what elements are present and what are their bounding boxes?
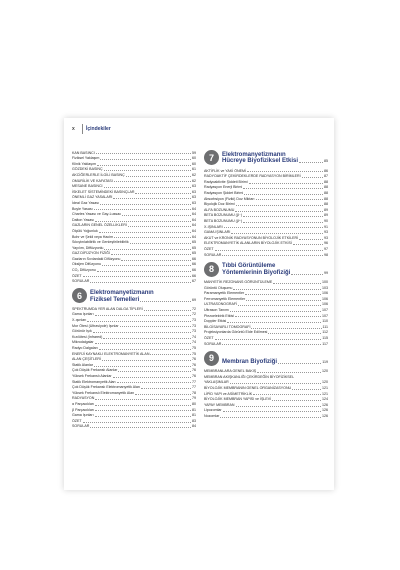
dot-leader — [215, 339, 322, 340]
toc-entry-title: AKUT ve KRONİK RADYASYONUN BİYOLOJİK ETKİLERİ — [204, 235, 299, 240]
toc-entry-page: 88 — [324, 185, 328, 190]
toc-entry-page: 73 — [192, 318, 196, 323]
toc-entry-page: 72 — [192, 312, 196, 317]
toc-entry-title: ÖZET — [204, 246, 214, 251]
dot-leader — [238, 305, 321, 306]
dot-leader — [126, 176, 191, 177]
toc-entry-page: 124 — [322, 397, 328, 402]
toc-entry-title: Paramanyetik Elementler — [204, 291, 245, 296]
toc-entry-page: 61 — [192, 167, 196, 172]
toc-entry-title: Radyoaktivite Şiddeti Birimi — [204, 179, 248, 184]
toc-entry-page: 63 — [192, 184, 196, 189]
toc-entry-page: 106 — [322, 291, 328, 296]
toc-entry-page: 112 — [322, 330, 328, 335]
dot-leader — [302, 177, 323, 178]
dot-leader — [223, 411, 321, 412]
dot-leader — [273, 283, 321, 284]
toc-entry-title: ÖZET — [72, 273, 82, 278]
toc-entry-page: 106 — [322, 296, 328, 301]
toc-entry-title: Yüksek Frekanslı Alanlar — [72, 373, 112, 378]
dot-leader — [94, 366, 191, 367]
chapter-heading-6 — [72, 288, 196, 303]
chapter-page: 69 — [192, 297, 196, 302]
toc-entry-page: 62 — [192, 172, 196, 177]
toc-entry-title: Kızılötesi (İnfrared) — [72, 334, 103, 339]
dot-leader — [249, 183, 323, 184]
toc-entry-title: Doppler Etkisi — [204, 319, 227, 324]
dot-leader — [102, 360, 191, 361]
header-divider — [82, 124, 83, 134]
dot-leader — [227, 322, 321, 323]
dot-leader — [90, 282, 191, 283]
dot-leader — [100, 204, 191, 205]
toc-entry-title: Lipozomlar — [204, 408, 222, 413]
toc-entry-title: RADYASYON — [72, 396, 95, 401]
dot-leader — [231, 233, 323, 234]
chapter-heading-7 — [204, 150, 328, 165]
dot-leader — [220, 417, 321, 418]
toc-entry-title: β Parçacıkları — [72, 407, 95, 412]
toc-entry-title: ENERJİ KAYNAKLI ELEKTROMANYETİK ALAN — [72, 351, 150, 356]
dot-leader — [104, 170, 191, 171]
toc-entry-page: 81 — [192, 413, 196, 418]
toc-entry-page: 64 — [192, 217, 196, 222]
toc-entry-page: 77 — [192, 385, 196, 390]
toc-entry-page: 72 — [192, 306, 196, 311]
dot-leader — [93, 332, 191, 333]
dot-leader — [247, 171, 323, 172]
toc-entry-title: Oksijen Difüzyonu — [72, 262, 101, 267]
dot-leader — [236, 406, 322, 407]
toc-entry-page: 121 — [322, 386, 328, 390]
toc-entry-page: 63 — [192, 195, 196, 200]
dot-leader — [243, 188, 323, 189]
dot-leader — [230, 383, 321, 384]
dot-leader — [83, 276, 191, 277]
toc-entry-title: MANYETİK REZONANS GÖRÜNTÜLEME — [204, 280, 273, 285]
toc-entry-page: 98 — [324, 252, 328, 257]
toc-entry-title: SPEKTRUMDA YER ALAN DALGA TİPLERİ — [72, 306, 143, 311]
toc-entry-page: 83 — [192, 418, 196, 423]
toc-entry-title: ULTRASONOGRAFİ — [204, 302, 238, 307]
toc-entry-title: Görünür Işık — [72, 329, 92, 334]
toc-entry — [72, 424, 196, 430]
dot-leader — [243, 216, 323, 217]
toc-entry-page: 110 — [322, 319, 328, 324]
toc-entry-page: 87 — [324, 174, 328, 179]
toc-entry-page: 120 — [322, 369, 328, 374]
toc-entry-page: 66 — [192, 256, 196, 261]
dot-leader — [135, 193, 191, 194]
chapter-title — [222, 359, 328, 366]
chapter-number-badge: 7 — [204, 150, 219, 165]
toc-entry-title: RADYOAKTİF ÇEKİRDEKLERDE RADYASYON BİRİMLERİ — [204, 174, 301, 179]
toc-entry-page: 121 — [322, 391, 328, 396]
toc-entry-title: Çok Düşük Frekanslı Elektromanyetik Alan — [72, 385, 140, 390]
toc-entry-title: X-IŞINLARI — [204, 224, 223, 229]
toc-entry-title: LİPİD YAPI ve ASİMETRİKLİK — [204, 391, 253, 396]
toc-entry-page: 88 — [324, 202, 328, 207]
dot-leader — [130, 243, 191, 244]
toc-entry-title: SORULAR — [204, 341, 222, 346]
toc-entry-title: ELEKTROMANYETİK ALANLARIN BİYOLOJİK ETKİSİ — [204, 241, 292, 246]
dot-leader — [256, 199, 323, 200]
toc-entry-page: 66 — [192, 262, 196, 267]
dot-leader — [90, 427, 191, 428]
dot-leader — [99, 232, 191, 233]
dot-leader — [104, 249, 191, 250]
dot-leader — [111, 254, 191, 255]
toc-entry-title: KAN BASINCI — [72, 150, 95, 155]
toc-entry-title: Ölçülü Yoğunluk — [72, 228, 98, 233]
toc-entry-page: 77 — [192, 379, 196, 384]
dot-leader — [103, 338, 191, 339]
toc-entry-title: MEMBRANLARA GENEL BAKIŞ — [204, 369, 257, 374]
chapter-title-line1: Membran Biyofiziği — [222, 359, 278, 366]
toc-entry-page: 89 — [324, 213, 328, 218]
toc-entry-title: ÖZET — [72, 418, 82, 423]
toc-entry-title: Biyolojik Doz Birimi — [204, 202, 235, 207]
toc-entry-page: 78 — [192, 390, 196, 395]
page-header — [64, 118, 334, 140]
dot-leader — [94, 209, 191, 210]
dot-leader — [122, 215, 191, 216]
dot-leader — [224, 227, 323, 228]
dot-leader — [245, 294, 321, 295]
dot-leader — [95, 410, 191, 411]
toc-list-chapter7 — [204, 168, 328, 258]
dot-leader — [278, 363, 321, 364]
toc-entry-title: Radyo Dalgaları — [72, 346, 98, 350]
toc-entry-title: α Parçacıkları — [72, 401, 95, 406]
toc-entry-title: GAZ DİFÜZYON FİZİĞİ — [72, 251, 110, 256]
chapter-title — [222, 263, 328, 276]
toc-entry-page: 66 — [192, 273, 196, 278]
dot-leader — [144, 310, 191, 311]
toc-entry-page: 88 — [324, 179, 328, 184]
dot-leader — [251, 328, 321, 329]
dot-leader — [83, 422, 191, 423]
dot-leader — [99, 349, 191, 350]
toc-entry-page: 126 — [322, 413, 328, 418]
dot-leader — [95, 405, 191, 406]
toc-entry-page: 64 — [192, 228, 196, 233]
toc-entry-page: 103 — [322, 285, 328, 290]
dot-leader — [141, 388, 191, 389]
toc-entry-page: 76 — [192, 368, 196, 373]
dot-leader — [96, 153, 191, 154]
dot-leader — [114, 237, 191, 238]
chapter-title-line2: Fiziksel Temelleri — [90, 296, 140, 303]
toc-entry-page: 107 — [322, 313, 328, 318]
dot-leader — [244, 194, 323, 195]
toc-entry-page: 65 — [192, 240, 196, 245]
toc-entry-page: 76 — [192, 362, 196, 367]
toc-entry-page: 63 — [192, 200, 196, 205]
toc-entry-title: OMURİLİK VE KAFATASI — [72, 178, 113, 183]
page-number: x — [72, 126, 75, 132]
toc-entry-page: 60 — [192, 156, 196, 161]
toc-entry — [204, 341, 328, 347]
dot-leader — [95, 343, 191, 344]
toc-entry-title: Piezoelektrik Etkisi — [204, 313, 234, 318]
toc-entry-title: MEMBRAN AKIŞKANLIĞI ÇEKİRDEĞİN BİYOFİZİKSEL — [204, 374, 295, 379]
dot-leader — [95, 315, 191, 316]
toc-entry-page: 73 — [192, 329, 196, 334]
dot-leader — [236, 205, 323, 206]
dot-leader — [292, 389, 321, 390]
dot-leader — [235, 316, 321, 317]
toc-entry-page: 74 — [192, 334, 196, 339]
toc-entry-title: Dalton Yasası — [72, 217, 95, 222]
toc-entry-title: Charles Yasası ve Gay-Lussac — [72, 212, 122, 217]
chapter-heading-9 — [204, 351, 328, 366]
toc-entry-title: Klinik Yaklaşım — [72, 161, 97, 166]
toc-entry-page: 75 — [192, 351, 196, 356]
toc-entry-page: 91 — [324, 224, 328, 229]
chapter-page: 99 — [324, 270, 328, 275]
toc-entry-page: 126 — [322, 402, 328, 407]
toc-entry-title: Bohr ve Şekil veya Hacim — [72, 234, 113, 239]
dot-leader — [118, 371, 191, 372]
toc-entry-page: 64 — [192, 212, 196, 217]
chapter-title-line1: Elektromanyetizmanın — [90, 290, 154, 297]
toc-entry-title: Çok Düşük Frekanslı Alanlar — [72, 368, 118, 373]
toc-entry-title: Nozomlar — [204, 413, 220, 418]
toc-entry-title: Boyle Yasası — [72, 206, 93, 211]
dot-leader — [215, 250, 323, 251]
dot-leader — [222, 344, 321, 345]
toc-entry-page: 96 — [324, 241, 328, 246]
toc-entry-title: GAZLARIN GENEL ÖZELLİKLERİ — [72, 223, 127, 228]
toc-entry-page: 84 — [192, 424, 196, 429]
toc-entry-title: X-ışınları — [72, 318, 87, 323]
toc-entry-page: 79 — [192, 396, 196, 401]
toc-entry-title: ALAN ÇEŞİTLERİ — [72, 357, 101, 362]
dot-leader — [135, 394, 191, 395]
dot-leader — [113, 377, 191, 378]
toc-entry-title: BİYOLOJİK MEMBRAN YAPISI ve İŞLEVİ — [204, 397, 272, 402]
toc-entry-page: 66 — [192, 268, 196, 273]
toc-entry-title: CO₂ Difüzyonu — [72, 268, 96, 273]
toc-entry-page: 97 — [324, 246, 328, 251]
chapter-number-badge: 8 — [204, 262, 219, 277]
toc-entry-page: 111 — [322, 324, 328, 329]
dot-leader — [246, 300, 321, 301]
toc-entry-title: BİYOLOJİK MEMBRANIN GENEL ORGANİZASYONU — [204, 386, 292, 390]
toc-entry-page: 60 — [192, 161, 196, 166]
dot-leader — [95, 399, 191, 400]
dot-leader — [291, 274, 323, 275]
toc-entry-page: 86 — [324, 168, 328, 173]
toc-entry-title: ÖNEMLİ GAZ YASALARI — [72, 195, 113, 200]
toc-entry-title: Yayılım, Diffüzyonlu — [72, 245, 104, 250]
dot-leader — [235, 211, 323, 212]
dot-leader — [299, 239, 323, 240]
dot-leader — [230, 311, 321, 312]
toc-entry-title: Mor Ötesi (Ultraviyole) Işınlar — [72, 323, 119, 328]
chapter-title — [222, 152, 328, 165]
dot-leader — [243, 222, 323, 223]
toc-entry — [204, 413, 328, 419]
toc-entry-title: İSKELET SİSTEMİNDEKİ BASINÇLAR — [72, 189, 135, 194]
chapter-number-badge: 6 — [72, 288, 87, 303]
toc-entry-page: 93 — [324, 235, 328, 240]
toc-entry-title: YAPAY MEMBRAN — [204, 402, 235, 407]
toc-entry-title: BİLGİSAYARLI TOMOGRAFİ — [204, 324, 251, 329]
toc-entry-title: Statik Alanlar — [72, 362, 93, 367]
toc-entry-page: 59 — [192, 150, 196, 155]
toc-entry-page: 80 — [192, 401, 196, 406]
dot-leader — [114, 181, 191, 182]
toc-entry-title: Sıkıştırılabilirlik ve Genleştirilebilirlik — [72, 240, 129, 245]
toc-entry-page: 100 — [322, 280, 328, 285]
dot-leader — [97, 165, 191, 166]
toc-entry — [204, 252, 328, 258]
dot-leader — [87, 321, 191, 322]
toc-entry — [72, 279, 196, 285]
toc-entry-title: YAKLAŞIMLAR — [204, 380, 229, 385]
left-column — [72, 150, 196, 429]
toc-entry-title: Ultrason Tanımı — [204, 308, 230, 313]
toc-entry-title: Gama Işınları — [72, 413, 94, 418]
dot-leader — [97, 271, 191, 272]
chapter-page: 119 — [322, 360, 328, 365]
toc-entry-title: GAMA IŞINLARI — [204, 230, 231, 235]
dot-leader — [257, 372, 321, 373]
toc-entry-title: Gazların Sıvılardaki Difüzyonu — [72, 256, 121, 261]
dot-leader — [120, 326, 191, 327]
header-title: İçindekiler — [86, 126, 111, 132]
toc-entry-title: BETA BOZUNUMU (β⁻) — [204, 213, 243, 218]
chapter-title-line1: Elektromanyetizmanın — [222, 151, 286, 158]
toc-entry-page: 65 — [192, 245, 196, 250]
toc-entry-title: Statik Elektromanyetik Alan — [72, 379, 116, 384]
toc-entry-page: 93 — [324, 230, 328, 235]
toc-entry-page: 76 — [192, 373, 196, 378]
toc-entry-page: 64 — [192, 234, 196, 239]
toc-entry-title: Mikrodalgalar — [72, 340, 94, 345]
dot-leader — [95, 416, 191, 417]
toc-entry-page: 76 — [192, 357, 196, 362]
book-page — [64, 118, 334, 490]
toc-entry-title: Radyasyon Enerji Birimi — [204, 185, 243, 190]
toc-entry-title: Ferromanyetik Elementler — [204, 296, 246, 301]
toc-entry-title: BETA BOZUNUMU (β⁺) — [204, 218, 243, 223]
toc-entry-page: 115 — [322, 336, 328, 341]
toc-entry-page: 88 — [324, 196, 328, 201]
toc-entry-page: 89 — [324, 207, 328, 212]
toc-entry-title: Görüntü Oluşumu — [204, 285, 233, 290]
toc-entry-title: Projeksiyonlarda Görüntü Elde Edilmesi — [204, 330, 268, 335]
toc-entry-title: Absorbsiyon (Fiziki) Doz Miktarı — [204, 196, 255, 201]
toc-entry-page: 120 — [322, 380, 328, 385]
toc-list-chapter6 — [72, 306, 196, 429]
toc-entry-page: 90 — [324, 218, 328, 223]
chapter-page: 85 — [324, 159, 328, 164]
dot-leader — [100, 159, 191, 160]
dot-leader — [268, 333, 321, 334]
toc-entry-page: 81 — [192, 407, 196, 412]
chapter-heading-8 — [204, 262, 328, 277]
dot-leader — [121, 260, 191, 261]
dot-leader — [222, 255, 323, 256]
toc-entry-page: 73 — [192, 323, 196, 328]
dot-leader — [299, 162, 323, 163]
dot-leader — [140, 301, 191, 302]
dot-leader — [95, 221, 191, 222]
toc-entry-title: AKTİFLİK ve YAKİ ÖNEMİ — [204, 168, 247, 173]
toc-entry-page: 65 — [192, 251, 196, 256]
chapter-title-line2: Yöntemlerinin Biyofiziği — [222, 269, 291, 276]
toc-list-chapter8 — [204, 280, 328, 347]
dot-leader — [102, 265, 191, 266]
toc-entry-title: GÖZDEKİ BASINÇ — [72, 167, 103, 172]
chapter-title-line1: Tıbbi Görüntüleme — [222, 263, 276, 270]
dot-leader — [253, 394, 321, 395]
toc-entry-title: Radyasyon Şiddet Birimi — [204, 190, 244, 195]
toc-entry-page: 106 — [322, 302, 328, 307]
dot-leader — [233, 289, 321, 290]
dot-leader — [150, 354, 191, 355]
right-column — [204, 150, 328, 419]
toc-entry-page: 126 — [322, 408, 328, 413]
toc-entry-page: 64 — [192, 206, 196, 211]
toc-entry-page: 75 — [192, 346, 196, 350]
toc-entry-page: 67 — [192, 279, 196, 284]
toc-entry-page: 64 — [192, 223, 196, 228]
toc-entry-title: Gama Işınları — [72, 312, 94, 317]
chapter-title — [90, 290, 196, 303]
dot-leader — [117, 382, 191, 383]
toc-entry-page: 62 — [192, 178, 196, 183]
toc-entry-title: ÖZET — [204, 336, 214, 341]
toc-entry-title: SORULAR — [72, 424, 90, 429]
dot-leader — [128, 226, 191, 227]
toc-entry-page: 63 — [192, 189, 196, 194]
dot-leader — [104, 187, 191, 188]
toc-entry-title: Yüksek Frekanslı Elektromanyetik Alan — [72, 390, 135, 395]
dot-leader — [113, 198, 191, 199]
toc-entry-page: 88 — [324, 190, 328, 195]
chapter-title-line2: Hücreye Biyofiziksel Etkisi — [222, 158, 299, 165]
dot-leader — [293, 244, 323, 245]
toc-entry-title: AKCİĞERLERLE İLGİLİ BASINÇ — [72, 172, 125, 177]
toc-entry-title: MESANE BASINCI — [72, 184, 103, 189]
toc-entry-title: Fiziksel Yaklaşım — [72, 156, 100, 161]
toc-entry-title: ALFA BOZUNUMU — [204, 207, 235, 212]
toc-entry-page: 107 — [322, 308, 328, 313]
toc-entry-page: 74 — [192, 340, 196, 345]
toc-list-chapter9 — [204, 369, 328, 419]
toc-entry-page: 117 — [322, 341, 328, 346]
toc-entry-title: İdeal Gaz Yasası — [72, 200, 100, 205]
chapter-number-badge: 9 — [204, 351, 219, 366]
toc-entry-title: SORULAR — [72, 279, 90, 284]
toc-list-chapter5 — [72, 150, 196, 284]
dot-leader — [272, 400, 321, 401]
toc-entry-title: SORULAR — [204, 252, 222, 257]
